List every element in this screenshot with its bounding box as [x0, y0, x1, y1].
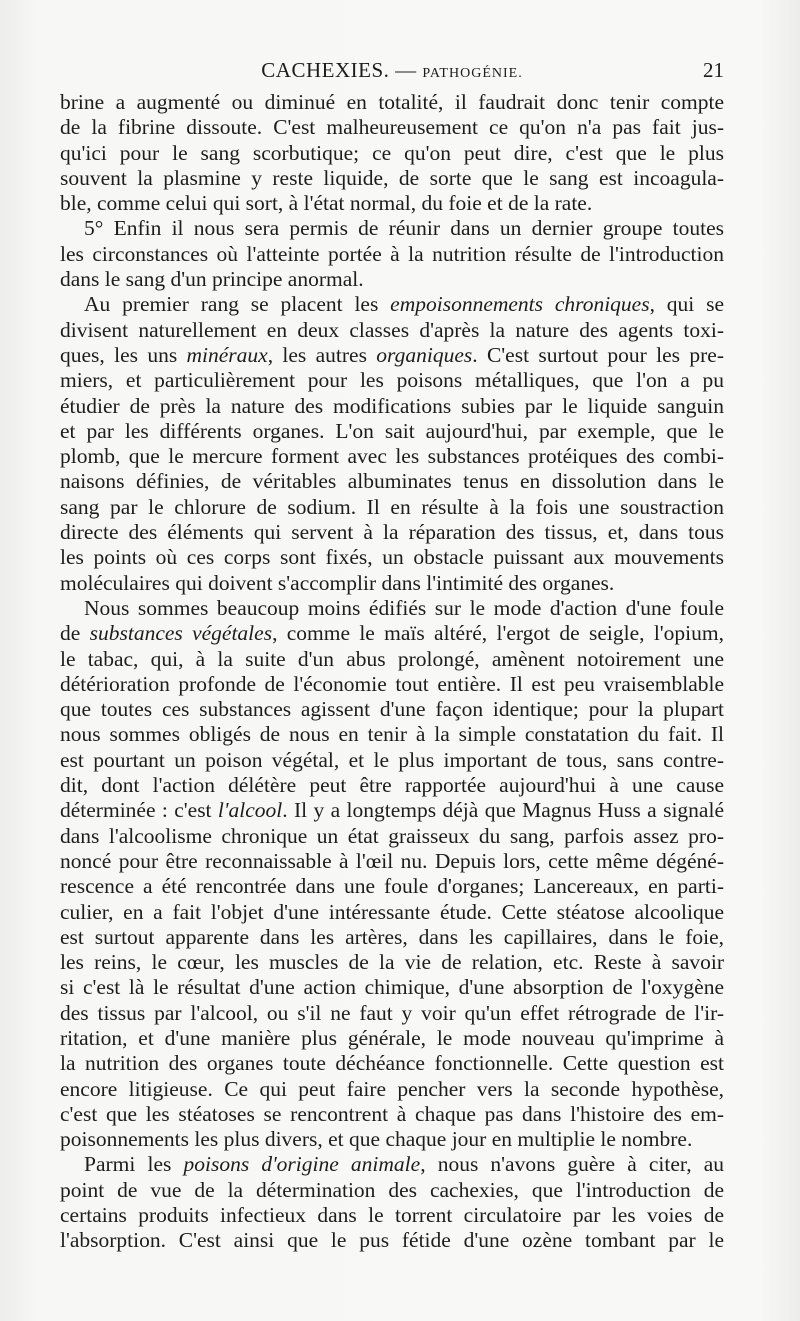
text-line: c'est que les stéatoses se rencontrent à chaque pas dans l'histoire des em- — [60, 1101, 724, 1126]
text-line: noncé pour être reconnaissable à l'œil nu. Depuis lors, cette même dégéné- — [60, 848, 724, 873]
text-line: l'absorption. C'est ainsi que le pus fétide d'une ozène tombant par le — [60, 1228, 724, 1253]
text-line — [60, 343, 724, 368]
text-line: poisonnements les plus divers, et que chaque jour en multiplie le nombre. — [60, 1127, 693, 1152]
text-line: détérioration profonde de l'économie tout entière. Il est peu vraisemblable — [60, 671, 724, 696]
text-line: la nutrition des organes toute déchéance fonctionnelle. Cette question est — [60, 1051, 724, 1076]
text-line: miers, et particulièrement pour les poisons métalliques, que l'on a pu — [60, 368, 724, 393]
text-line: dans l'alcoolisme chronique un état graisseux du sang, parfois assez pro- — [60, 823, 724, 848]
text-line: que toutes ces substances agissent d'une façon identique; pour la plupart — [60, 697, 724, 722]
text-segment: de — [60, 621, 90, 646]
text-line: de la fibrine dissoute. C'est malheureusement ce qu'on n'a pas fait jus- — [60, 115, 724, 140]
text-line: certains produits infectieux dans le torrent circulatoire par les voies de — [60, 1203, 724, 1228]
text-line: les circonstances où l'atteinte portée à la nutrition résulte de l'introduction — [60, 241, 724, 266]
page-number: 21 — [703, 58, 724, 82]
text-line: directe des éléments qui servent à la réparation des tissus, et, dans tous — [60, 520, 724, 545]
text-line — [60, 798, 724, 823]
italic-term: empoisonnements chroniques — [390, 292, 650, 317]
text-line: les points où ces corps sont fixés, un obstacle puissant aux mouvements — [60, 545, 724, 570]
text-line: est surtout apparente dans les artères, dans les capillaires, dans le foie, — [60, 924, 724, 949]
italic-term: organiques — [376, 342, 473, 367]
text-line: les reins, le cœur, les muscles de la vie de relation, etc. Reste à savoir — [60, 950, 724, 975]
text-line: souvent la plasmine y reste liquide, de sorte que le sang est incoagula- — [60, 165, 724, 190]
text-line: est pourtant un poison végétal, et le plus important de tous, sans contre- — [60, 747, 724, 772]
text-segment: Au premier rang se placent les — [84, 292, 391, 317]
running-header — [60, 54, 724, 86]
text-segment: . Il y a longtemps déjà que Magnus Huss a signalé — [282, 798, 724, 823]
italic-term: poisons d'origine animale — [183, 1152, 421, 1177]
text-segment: ques, les uns — [60, 342, 187, 367]
running-title-dash: — — [395, 58, 417, 82]
text-line: nous sommes obligés de nous en tenir à la simple constatation du fait. Il — [60, 722, 724, 747]
text-line: ble, comme celui qui sort, à l'état normal, du foie et de la rate. — [60, 191, 593, 216]
text-line: qu'ici pour le sang scorbutique; ce qu'on peut dire, c'est que le plus — [60, 140, 724, 165]
text-line — [60, 292, 724, 317]
text-line: 5° Enfin il nous sera permis de réunir dans un dernier groupe toutes — [84, 216, 724, 241]
running-title-text: CACHEXIES. — [261, 58, 390, 82]
text-line — [60, 621, 724, 646]
text-segment: , qui se — [649, 292, 725, 317]
text-line: Nous sommes beaucoup moins édifiés sur le mode d'action d'une foule — [84, 595, 724, 620]
body-text — [60, 90, 724, 1254]
italic-term: substances végétales — [89, 621, 273, 646]
text-segment: , comme le maïs altéré, l'ergot de seigle, l'opium, — [272, 621, 724, 646]
text-line: sang par le chlorure de sodium. Il en résulte à la fois une soustraction — [60, 494, 724, 519]
text-line: dans le sang d'un principe anormal. — [60, 267, 364, 292]
section-title: PATHOGÉNIE. — [422, 66, 523, 81]
text-line: le tabac, qui, à la suite d'un abus prolongé, amènent notoirement une — [60, 646, 724, 671]
text-line: divisent naturellement en deux classes d'après la nature des agents toxi- — [60, 317, 724, 342]
text-segment: déterminée : c'est — [60, 798, 218, 823]
text-segment: . C'est surtout pour les pre- — [472, 342, 724, 367]
text-line: moléculaires qui doivent s'accomplir dans l'intimité des organes. — [60, 570, 615, 595]
text-line: et par les différents organes. L'on sait aujourd'hui, par exemple, que le — [60, 418, 724, 443]
text-line: plomb, que le mercure forment avec les substances protéiques des combi- — [60, 444, 724, 469]
text-line — [60, 1152, 724, 1177]
text-line: ritation, et d'une manière plus générale, le mode nouveau qu'imprime à — [60, 1025, 724, 1050]
running-title — [60, 54, 724, 90]
text-line: étudier de près la nature des modifications subies par le liquide sanguin — [60, 393, 724, 418]
text-line: si c'est là le résultat d'une action chimique, d'une absorption de l'oxygène — [60, 975, 724, 1000]
text-segment: Parmi les — [84, 1152, 184, 1177]
italic-term: minéraux — [186, 342, 268, 367]
text-line: rescence a été rencontrée dans une foule d'organes; Lancereaux, en parti- — [60, 874, 724, 899]
text-line: brine a augmenté ou diminué en totalité, il faudrait donc tenir compte — [60, 90, 724, 114]
text-line: culier, en a fait l'objet d'une intéressante étude. Cette stéatose alcoolique — [60, 899, 724, 924]
text-segment: , nous n'avons guère à citer, au — [420, 1152, 724, 1177]
text-line: des tissus par l'alcool, ou s'il ne faut y voir qu'un effet rétrograde de l'ir- — [60, 1000, 724, 1025]
text-line: encore litigieuse. Ce qui peut faire pencher vers la seconde hypothèse, — [60, 1076, 724, 1101]
text-segment: , les autres — [267, 342, 377, 367]
text-line: point de vue de la détermination des cachexies, que l'introduction de — [60, 1177, 724, 1202]
text-line: naisons définies, de véritables albuminates tenus en dissolution dans le — [60, 469, 724, 494]
italic-term: l'alcool — [217, 798, 283, 823]
text-line: dit, dont l'action délétère peut être rapportée aujourd'hui à une cause — [60, 773, 724, 798]
